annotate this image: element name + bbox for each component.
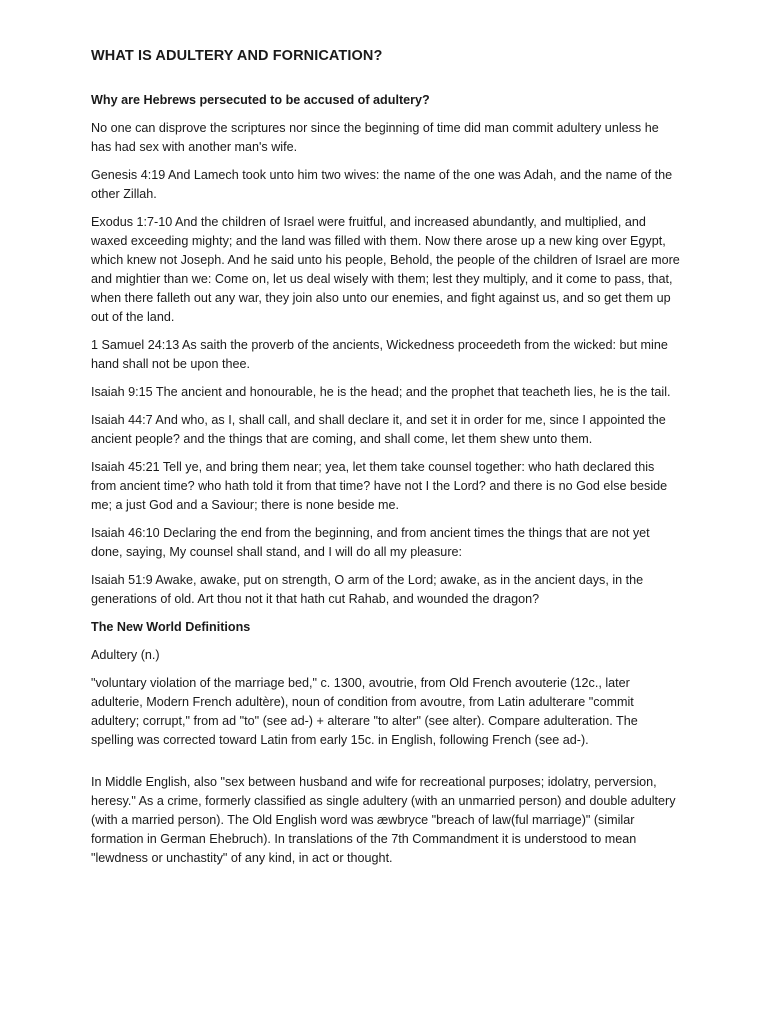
- paragraph-exodus-1-7-10: Exodus 1:7-10 And the children of Israel were fruitful, and increased abundantly, and multiplied, and waxed exceeding mighty; and the land was filled with them. Now there arose up a new king over Egypt, which knew not Joseph. And he said unto his people, Behold, the people of the children of Israel are more and mightier than we: Come on, let us deal wisely with them; lest they multiply, and it come to pass, that, when there falleth out any war, they join also unto our enemies, and fight against us, and so get them up out of the land.: [91, 215, 680, 324]
- page-title: WHAT IS ADULTERY AND FORNICATION?: [91, 48, 383, 64]
- paragraph-isaiah-51-9: Isaiah 51:9 Awake, awake, put on strength, O arm of the Lord; awake, as in the ancient days, in the generations of old. Art thou not it that hath cut Rahab, and wounded the dragon?: [91, 573, 644, 606]
- paragraph-etymology: "voluntary violation of the marriage bed," c. 1300, avoutrie, from Old French avouterie (12c., later adulterie, Modern French adultère), noun of condition from avoutre, from Latin adulterare "commit adultery; corrupt," from ad "to" (see ad-) + alterare "to alter" (see alter). Compare adulteration. The spelling was corrected toward Latin from early 15c. in English, following French (see ad-).: [91, 676, 638, 747]
- subtitle-question: Why are Hebrews persecuted to be accused of adultery?: [91, 93, 430, 107]
- paragraph-isaiah-44-7: Isaiah 44:7 And who, as I, shall call, and shall declare it, and set it in order for me, since I appointed the ancient people? and the things that are coming, and shall come, let them shew unto them.: [91, 413, 666, 446]
- paragraph-intro: No one can disprove the scriptures nor since the beginning of time did man commit adultery unless he has had sex with another man's wife.: [91, 121, 659, 154]
- definition-term: Adultery (n.): [91, 648, 160, 662]
- paragraph-isaiah-9-15: Isaiah 9:15 The ancient and honourable, he is the head; and the prophet that teacheth lies, he is the tail.: [91, 385, 671, 399]
- paragraph-isaiah-46-10: Isaiah 46:10 Declaring the end from the beginning, and from ancient times the things that are not yet done, saying, My counsel shall stand, and I will do all my pleasure:: [91, 526, 650, 559]
- paragraph-1-samuel-24-13: 1 Samuel 24:13 As saith the proverb of the ancients, Wickedness proceedeth from the wicked: but mine hand shall not be upon thee.: [91, 338, 668, 371]
- document-page: [91, 48, 681, 877]
- paragraph-isaiah-45-21: Isaiah 45:21 Tell ye, and bring them near; yea, let them take counsel together: who hath declared this from ancient time? who hath told it from that time? have not I the Lord? and there is no God else beside me; a just God and a Saviour; there is none beside me.: [91, 460, 668, 512]
- section-heading: The New World Definitions: [91, 620, 251, 634]
- paragraph-genesis-4-19: Genesis 4:19 And Lamech took unto him two wives: the name of the one was Adah, and the name of the other Zillah.: [91, 168, 673, 201]
- paragraph-middle-english: In Middle English, also "sex between husband and wife for recreational purposes; idolatry, perversion, heresy." As a crime, formerly classified as single adultery (with an unmarried person) and double adultery (with a married person). The Old English word was æwbryce "breach of law(ful marriage)" (similar formation in German Ehebruch). In translations of the 7th Commandment it is understood to mean "lewdness or unchastity" of any kind, in act or thought.: [91, 775, 676, 865]
